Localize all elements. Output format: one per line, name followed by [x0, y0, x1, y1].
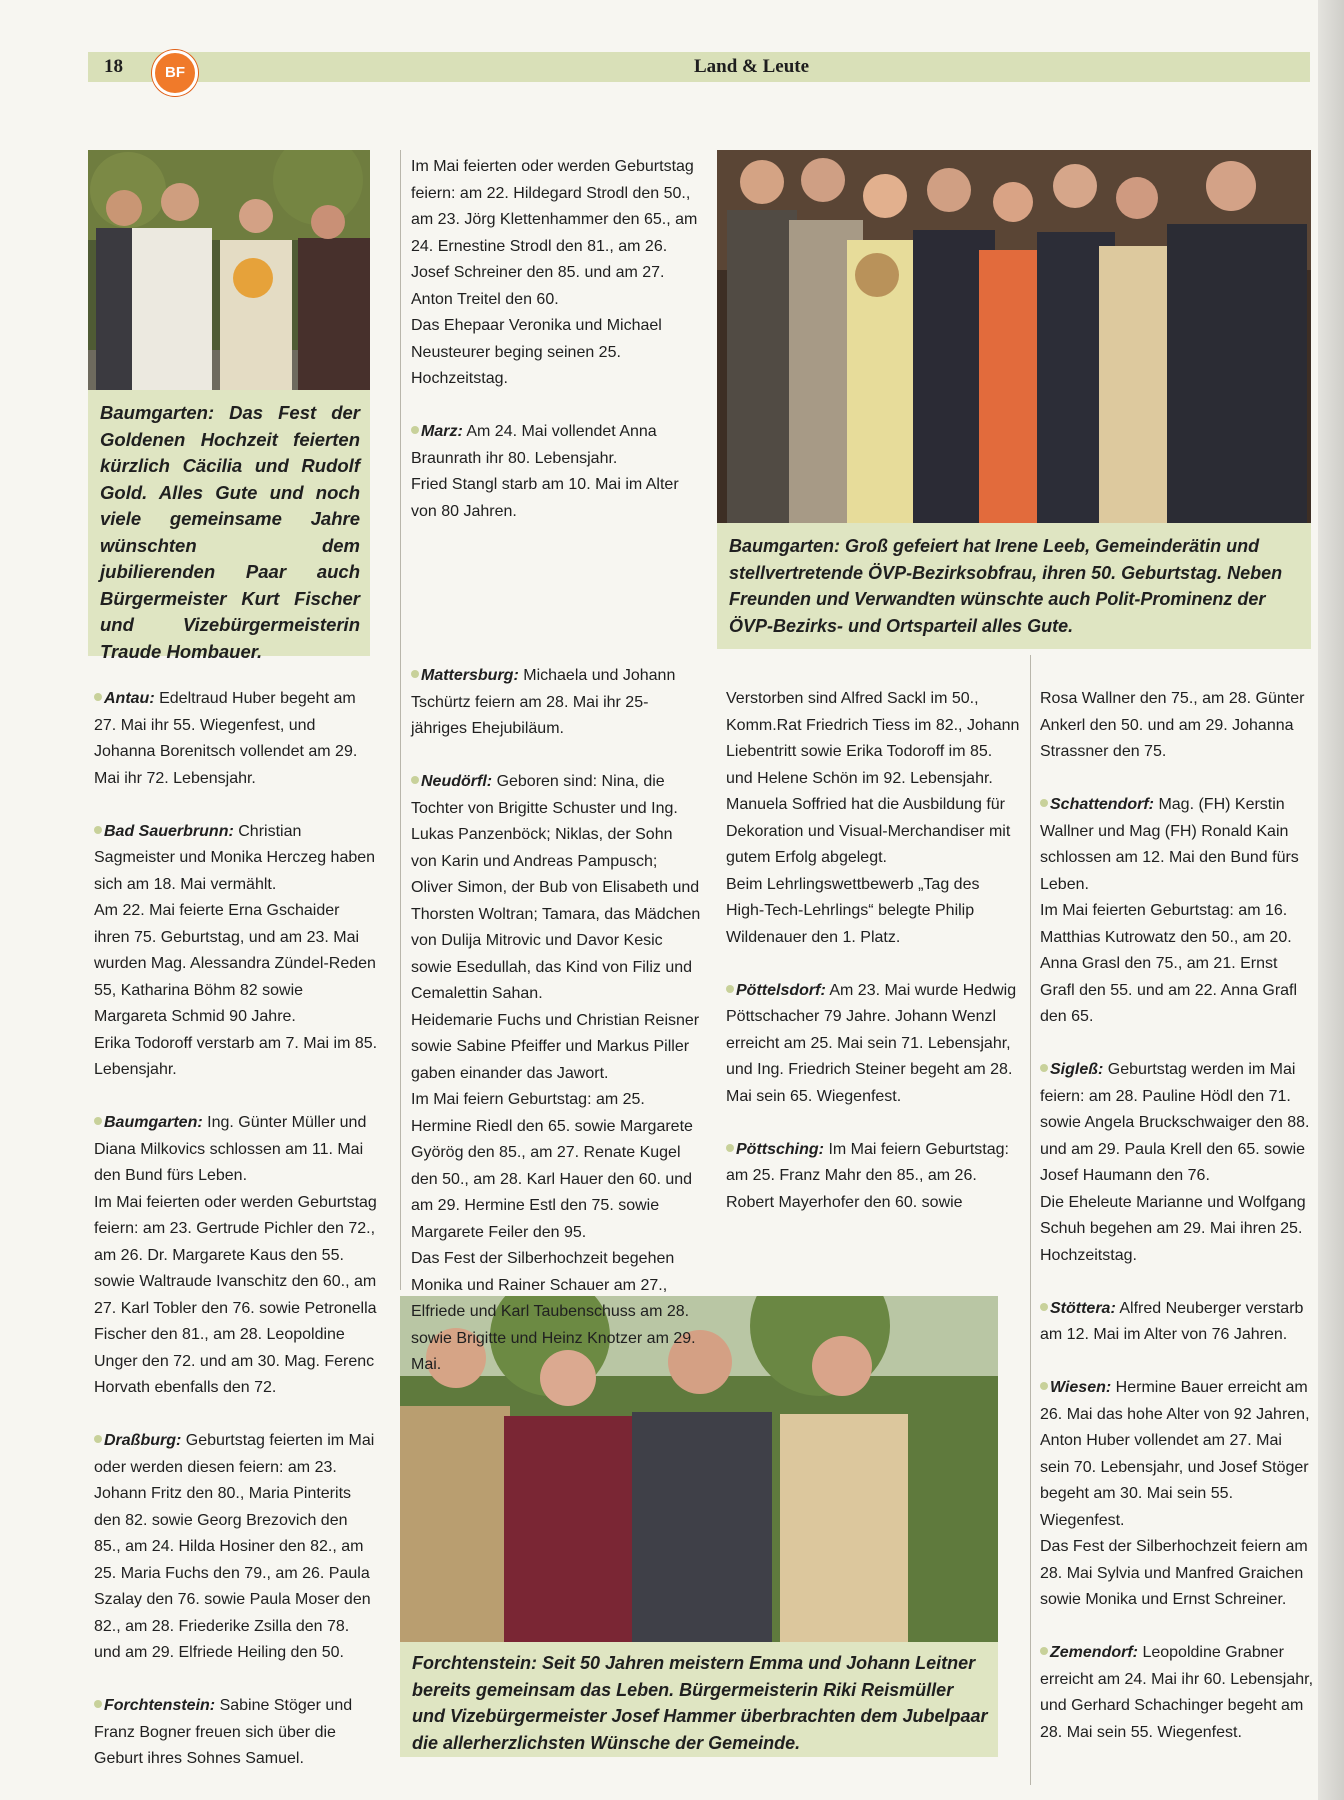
- article-lead: Draßburg:: [104, 1432, 182, 1449]
- article-paragraph: [411, 1008, 701, 1088]
- page-number: 18: [104, 56, 123, 77]
- article-text: Im Mai feierten Geburtstag: am 16. Matthias Kutrowatz den 50., am 20. Anna Grasl den 75., am 21. Ernst Grafl den 55. und am 22. Anna Grafl den 65.: [1040, 902, 1298, 1025]
- article-paragraph: [411, 472, 701, 525]
- article-paragraph: [94, 1428, 378, 1667]
- article-block: [1040, 1375, 1315, 1614]
- article-text: Fried Stangl starb am 10. Mai im Alter von 80 Jahren.: [411, 476, 679, 520]
- article-lead: Neudörfl:: [421, 773, 493, 790]
- article-text: Im Mai feiern Geburtstag: am 25. Hermine Riedl den 65. sowie Margarete Györög den 85., am 27. Renate Kugel den 50., am 28. Karl Hauer den 60. und am 29. Hermine Estl den 75. sowie Margarete Feiler den 95.: [411, 1091, 693, 1241]
- article-text: Heidemarie Fuchs und Christian Reisner sowie Sabine Pfeiffer und Markus Piller gaben einander das Jawort.: [411, 1011, 700, 1082]
- bullet-icon: [1040, 799, 1048, 807]
- article-paragraph: [726, 792, 1022, 872]
- article-text: Beim Lehrlingswettbewerb „Tag des High-Tech-Lehrlings“ belegte Philip Wildenauer den 1. Platz.: [726, 875, 980, 946]
- article-lead: Stöttera:: [1050, 1299, 1116, 1317]
- article-text: Sabine Stöger und Franz Bogner freuen sich über die Geburt ihres Sohnes Samuel.: [94, 1697, 353, 1767]
- article-lead: Antau:: [104, 690, 155, 707]
- bullet-icon: [1040, 1647, 1048, 1655]
- column-2-bottom: [411, 663, 701, 1405]
- article-text: Am 24. Mai vollendet Anna Braunrath ihr 80. Lebensjahr.: [411, 423, 657, 467]
- article-text: Das Fest der Silberhochzeit begehen Monika und Rainer Schauer am 27., Elfriede und Karl Taubenschuss am 28. sowie Brigitte und Heinz Knotzer am 29. Mai.: [411, 1250, 696, 1373]
- bullet-icon: [411, 776, 419, 784]
- article-paragraph: [94, 1031, 378, 1084]
- caption-fifty-years: Forchtenstein: Seit 50 Jahren meistern Emma und Johann Leitner bereits gemeinsam das Leben. Bürgermeisterin Riki Reismüller und Vizebürgermeister Josef Hammer überbrachten dem Jubelpaar die allerherzlichsten Wünsche der Gemeinde.: [400, 1642, 998, 1757]
- article-text: Geburtstag feierten im Mai oder werden diesen feiern: am 23. Johann Fritz den 80., Maria Pinterits den 82. sowie Georg Brezovich den 85., am 24. Hilda Hosiner den 82., am 25. Maria Fuchs den 79., am 26. Paula Szalay den 76. sowie Paula Moser den 82., am 28. Friederike Zsilla den 78. und am 29. Elfriede Heiling den 50.: [94, 1432, 375, 1661]
- article-text: Mag. (FH) Kerstin Wallner und Mag (FH) Ronald Kain schlossen am 12. Mai den Bund fürs Leben.: [1040, 796, 1299, 893]
- article-paragraph: [726, 872, 1022, 952]
- article-block: [1040, 1296, 1315, 1349]
- article-text: Hermine Bauer erreicht am 26. Mai das hohe Alter von 92 Jahren, Anton Huber vollendet am 27. Mai sein 70. Lebensjahr, und Josef Stöger begeht am 30. Mai sein 55. Wiegenfest.: [1040, 1379, 1310, 1529]
- article-block: [94, 686, 378, 792]
- article-lead: Pöttelsdorf:: [736, 981, 826, 999]
- article-block: [411, 769, 701, 1379]
- caption-birthday-group: Baumgarten: Groß gefeiert hat Irene Leeb, Gemeinderätin und stellvertretende ÖVP-Bezirksobfrau, ihren 50. Geburtstag. Neben Freunden und Verwandten wünschte auch Polit-Prominenz der ÖVP-Bezirks- und Ortsparteil alles Gute.: [717, 523, 1311, 649]
- column-1: [94, 686, 378, 1799]
- article-block: [1040, 686, 1315, 766]
- article-lead: Pöttsching:: [736, 1140, 824, 1158]
- article-block: [94, 1693, 378, 1773]
- article-paragraph: [411, 313, 701, 393]
- article-text: Am 23. Mai wurde Hedwig Pöttschacher 79 Jahre. Johann Wenzl erreicht am 25. Mai sein 71. Lebensjahr, und Ing. Friedrich Steiner begeht am 28. Mai sein 65. Wiegenfest.: [726, 981, 1017, 1105]
- article-text: Ing. Günter Müller und Diana Milkovics schlossen am 11. Mai den Bund fürs Leben.: [94, 1114, 367, 1184]
- section-title: Land & Leute: [694, 56, 810, 77]
- article-lead: Mattersburg:: [421, 667, 519, 684]
- article-paragraph: [1040, 1057, 1315, 1190]
- article-paragraph: [94, 686, 378, 792]
- article-block: [411, 154, 701, 393]
- article-block: [1040, 1057, 1315, 1269]
- article-text: Christian Sagmeister und Monika Herczeg haben sich am 18. Mai vermählt.: [94, 822, 376, 893]
- bullet-icon: [1040, 1303, 1048, 1311]
- article-paragraph: [1040, 1534, 1315, 1614]
- article-text: Das Ehepaar Veronika und Michael Neusteurer beging seinen 25. Hochzeitstag.: [411, 317, 662, 387]
- bullet-icon: [94, 1117, 102, 1125]
- article-paragraph: [726, 978, 1022, 1111]
- article-paragraph: [94, 1190, 378, 1402]
- column-rule: [1030, 655, 1031, 1785]
- bullet-icon: [1040, 1382, 1048, 1390]
- article-block: [94, 819, 378, 1084]
- article-block: [726, 686, 1022, 951]
- article-text: Rosa Wallner den 75., am 28. Günter Ankerl den 50. und am 29. Johanna Strassner den 75.: [1040, 690, 1305, 760]
- bullet-icon: [94, 1700, 102, 1708]
- bullet-icon: [94, 693, 102, 701]
- article-paragraph: [411, 419, 701, 472]
- article-text: Alfred Neuberger verstarb am 12. Mai im Alter von 76 Jahren.: [1040, 1299, 1304, 1343]
- article-paragraph: [94, 819, 378, 899]
- article-lead: Sigleß:: [1050, 1061, 1104, 1078]
- page-edge: [1318, 0, 1344, 1800]
- article-text: Geboren sind: Nina, die Tochter von Brigitte Schuster und Ing. Lukas Panzenböck; Niklas, der Sohn von Karin und Andreas Pampusch; Oliver Simon, der Bub von Elisabeth und Thorsten Woltran; Tamara, das Mädchen von Dulija Mitrovic und Davor Kesic sowie Esedullah, das Kind von Filiz und Cemalettin Sahan.: [411, 773, 701, 1002]
- article-paragraph: [94, 1693, 378, 1773]
- article-paragraph: [1040, 898, 1315, 1031]
- article-lead: Wiesen:: [1050, 1379, 1112, 1396]
- article-block: [1040, 1640, 1315, 1746]
- article-paragraph: [1040, 1296, 1315, 1349]
- article-paragraph: [411, 154, 701, 313]
- article-text: Michaela und Johann Tschürtz feiern am 28. Mai ihr 25-jähriges Ehejubiläum.: [411, 667, 676, 737]
- article-paragraph: [94, 898, 378, 1031]
- article-text: Leopoldine Grabner erreicht am 24. Mai ihr 60. Lebensjahr, und Gerhard Schachinger begeht am 28. Mai sein 55. Wiegenfest.: [1040, 1644, 1314, 1741]
- article-paragraph: [1040, 686, 1315, 766]
- article-text: Im Mai feierten oder werden Geburtstag feiern: am 22. Hildegard Strodl den 50., am 23. Jörg Klettenhammer den 65., am 24. Ernestine Strodl den 81., am 26. Josef Schreiner den 85. und am 27. Anton Treitel den 60.: [411, 158, 698, 308]
- article-block: [726, 978, 1022, 1111]
- article-block: [1040, 792, 1315, 1031]
- article-paragraph: [411, 1246, 701, 1379]
- article-block: [411, 419, 701, 525]
- column-3: [726, 686, 1022, 1243]
- bullet-icon: [411, 670, 419, 678]
- bullet-icon: [726, 985, 734, 993]
- caption-golden-wedding: Baumgarten: Das Fest der Goldenen Hochzeit feierten kürzlich Cäcilia und Rudolf Gold. Alles Gute und noch viele gemeinsame Jahre wünschten dem jubilierenden Paar auch Bürgermeister Kurt Fischer und Vizebürgermeisterin Traude Hombauer.: [88, 390, 370, 656]
- article-text: Am 22. Mai feierte Erna Gschaider ihren 75. Geburtstag, und am 23. Mai wurden Mag. Alessandra Zündel-Reden 55, Katharina Böhm 82 sowie Margareta Schmid 90 Jahre.: [94, 902, 376, 1025]
- article-lead: Zemendorf:: [1050, 1644, 1138, 1661]
- article-text: Erika Todoroff verstarb am 7. Mai im 85. Lebensjahr.: [94, 1034, 378, 1078]
- article-text: Im Mai feierten oder werden Geburtstag feiern: am 23. Gertrude Pichler den 72., am 26. Dr. Margarete Kaus den 55. sowie Waltraude Ivanschitz den 60., am 27. Karl Tobler den 76. sowie Petronella Fischer den 81., am 28. Leopoldine Unger den 72. und am 30. Mag. Ferenc Horvath ebenfalls den 72.: [94, 1193, 377, 1396]
- column-4: [1040, 686, 1315, 1773]
- article-lead: Schattendorf:: [1050, 796, 1154, 813]
- article-text: Verstorben sind Alfred Sackl im 50., Komm.Rat Friedrich Tiess im 82., Johann Liebentritt sowie Erika Todoroff im 85. und Helene Schön im 92. Lebensjahr.: [726, 690, 1020, 787]
- photo-birthday-group: [717, 150, 1311, 523]
- article-paragraph: [1040, 792, 1315, 898]
- article-text: Die Eheleute Marianne und Wolfgang Schuh begehen am 29. Mai ihren 25. Hochzeitstag.: [1040, 1193, 1306, 1264]
- article-lead: Baumgarten:: [104, 1114, 203, 1131]
- article-paragraph: [726, 1137, 1022, 1217]
- bullet-icon: [411, 426, 419, 434]
- article-paragraph: [411, 769, 701, 1008]
- article-paragraph: [1040, 1640, 1315, 1746]
- article-paragraph: [411, 663, 701, 743]
- column-rule: [400, 150, 401, 1290]
- article-text: Im Mai feiern Geburtstag: am 25. Franz Mahr den 85., am 26. Robert Mayerhofer den 60. sowie: [726, 1140, 1009, 1211]
- article-text: Geburtstag werden im Mai feiern: am 28. Pauline Hödl den 71. sowie Angela Bruckschwaiger den 88. und am 29. Paula Krell den 65. sowie Josef Haumann den 76.: [1040, 1061, 1310, 1184]
- article-lead: Marz:: [421, 423, 463, 440]
- article-block: [94, 1110, 378, 1402]
- article-paragraph: [1040, 1190, 1315, 1270]
- article-block: [94, 1428, 378, 1667]
- article-paragraph: [1040, 1375, 1315, 1534]
- article-block: [411, 663, 701, 743]
- article-text: Manuela Soffried hat die Ausbildung für Dekoration und Visual-Merchandiser mit gutem Erfolg abgelegt.: [726, 796, 1011, 866]
- article-text: Das Fest der Silberhochzeit feiern am 28. Mai Sylvia und Manfred Graichen sowie Monika und Ernst Schreiner.: [1040, 1538, 1308, 1608]
- article-paragraph: [726, 686, 1022, 792]
- column-2-top: [411, 154, 701, 552]
- article-paragraph: [94, 1110, 378, 1190]
- article-lead: Bad Sauerbrunn:: [104, 822, 234, 840]
- photo-golden-wedding: [88, 150, 370, 390]
- article-paragraph: [411, 1087, 701, 1246]
- article-lead: Forchtenstein:: [104, 1697, 216, 1714]
- bullet-icon: [1040, 1064, 1048, 1072]
- article-text: Edeltraud Huber begeht am 27. Mai ihr 55. Wiegenfest, und Johanna Borenitsch vollendet am 29. Mai ihr 72. Lebensjahr.: [94, 690, 358, 787]
- article-block: [726, 1137, 1022, 1217]
- bullet-icon: [94, 1435, 102, 1443]
- bullet-icon: [94, 826, 102, 834]
- bf-logo-icon: BF: [152, 50, 198, 96]
- bullet-icon: [726, 1144, 734, 1152]
